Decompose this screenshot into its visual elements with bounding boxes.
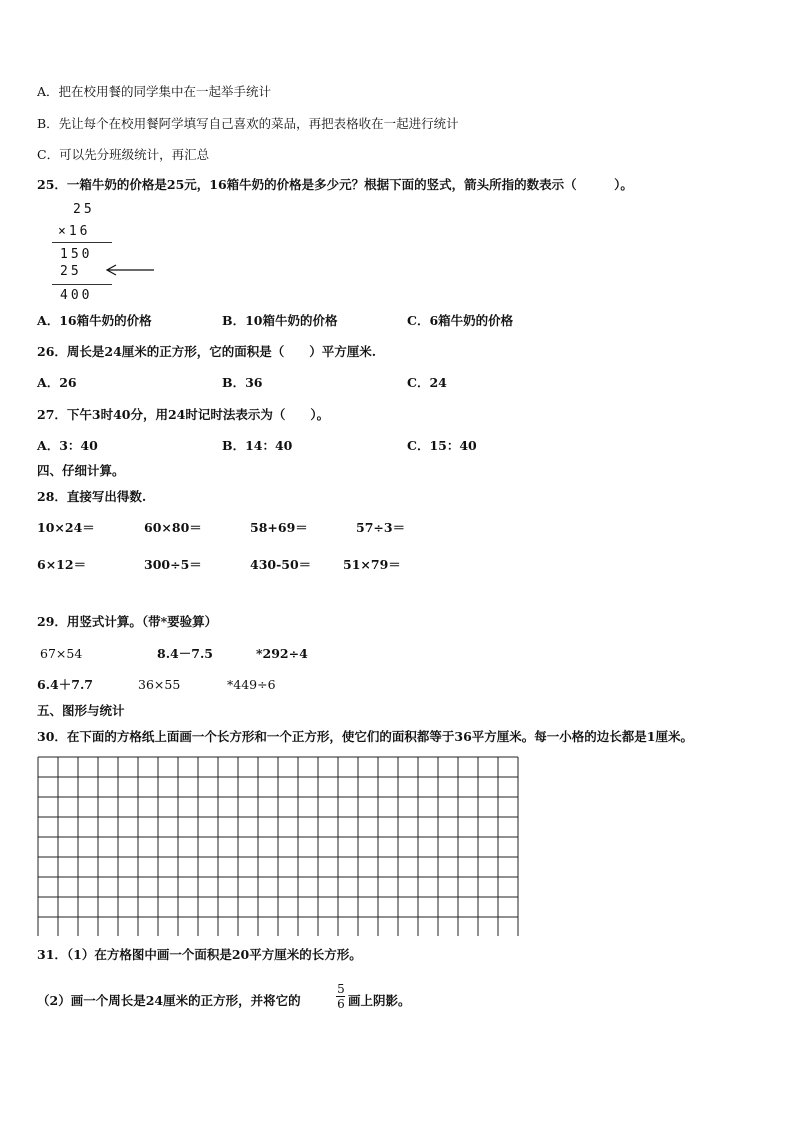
calc-multiplier: ×16 (58, 224, 91, 239)
q28-item: 58+69＝ (250, 520, 308, 535)
q27-option-c: C．15：40 (407, 438, 477, 453)
arrow-icon (104, 263, 158, 277)
q29-item: 6.4＋7.7 (37, 677, 93, 692)
section-4-heading: 四、仔细计算。 (37, 463, 125, 478)
q30-stem: 30．在下面的方格纸上面画一个长方形和一个正方形，使它们的面积都等于36平方厘米。每一小格的边长都是1厘米。 (37, 729, 693, 744)
calc-line-1 (52, 242, 112, 243)
q29-item: *449÷6 (227, 677, 276, 692)
q29-item: 67×54 (40, 646, 83, 661)
calc-multiplicand: 25 (73, 202, 95, 217)
q27-option-a: A．3：40 (37, 438, 98, 453)
q28-item: 430-50＝ (250, 557, 312, 572)
q31-part1: 31．（1）在方格图中画一个面积是20平方厘米的长方形。 (37, 947, 362, 962)
q31-part2-text-end: 画上阴影。 (348, 993, 411, 1008)
q26-option-b: B．36 (222, 375, 263, 390)
calc-line-2 (52, 284, 112, 285)
q28-item: 300÷5＝ (144, 557, 202, 572)
fraction-denominator: 6 (337, 997, 345, 1011)
q26-option-c: C．24 (407, 375, 447, 390)
q29-item: 36×55 (138, 677, 181, 692)
q26-option-a: A．26 (37, 375, 77, 390)
q27-option-b: B．14：40 (222, 438, 293, 453)
calc-total: 400 (60, 288, 93, 303)
q31-part2-text: （2）画一个周长是24厘米的正方形，并将它的 (37, 993, 301, 1008)
q29-stem: 29．用竖式计算。（带*要验算） (37, 614, 218, 629)
q28-item: 6×12＝ (37, 557, 87, 572)
q24-option-b: B．先让每个在校用餐阿学填写自己喜欢的菜品，再把表格收在一起进行统计 (37, 116, 459, 131)
calc-partial-1: 150 (60, 247, 93, 262)
section-5-heading: 五、图形与统计 (37, 703, 125, 718)
q28-item: 60×80＝ (144, 520, 202, 535)
calc-partial-2: 25 (60, 264, 82, 279)
q24-option-c: C．可以先分班级统计，再汇总 (37, 147, 210, 162)
q25-option-a: A．16箱牛奶的价格 (37, 313, 152, 328)
q29-item: 8.4－7.5 (157, 646, 213, 661)
q25-stem: 25．一箱牛奶的价格是25元，16箱牛奶的价格是多少元？根据下面的竖式，箭头所指的数表示（ ）。 (37, 177, 633, 192)
q26-stem: 26．周长是24厘米的正方形，它的面积是（ ）平方厘米. (37, 344, 377, 359)
q29-item: *292÷4 (256, 646, 308, 661)
q24-option-a: A．把在校用餐的同学集中在一起举手统计 (37, 84, 272, 99)
q28-stem: 28．直接写出得数. (37, 489, 147, 504)
fraction-numerator: 5 (337, 982, 345, 996)
q28-item: 57÷3＝ (356, 520, 406, 535)
q25-option-b: B．10箱牛奶的价格 (222, 313, 338, 328)
q27-stem: 27．下午3时40分，用24时记时法表示为（ ）。 (37, 407, 330, 422)
q28-item: 10×24＝ (37, 520, 95, 535)
grid-paper[interactable] (37, 756, 521, 936)
q28-item: 51×79＝ (343, 557, 401, 572)
q25-option-c: C．6箱牛奶的价格 (407, 313, 514, 328)
